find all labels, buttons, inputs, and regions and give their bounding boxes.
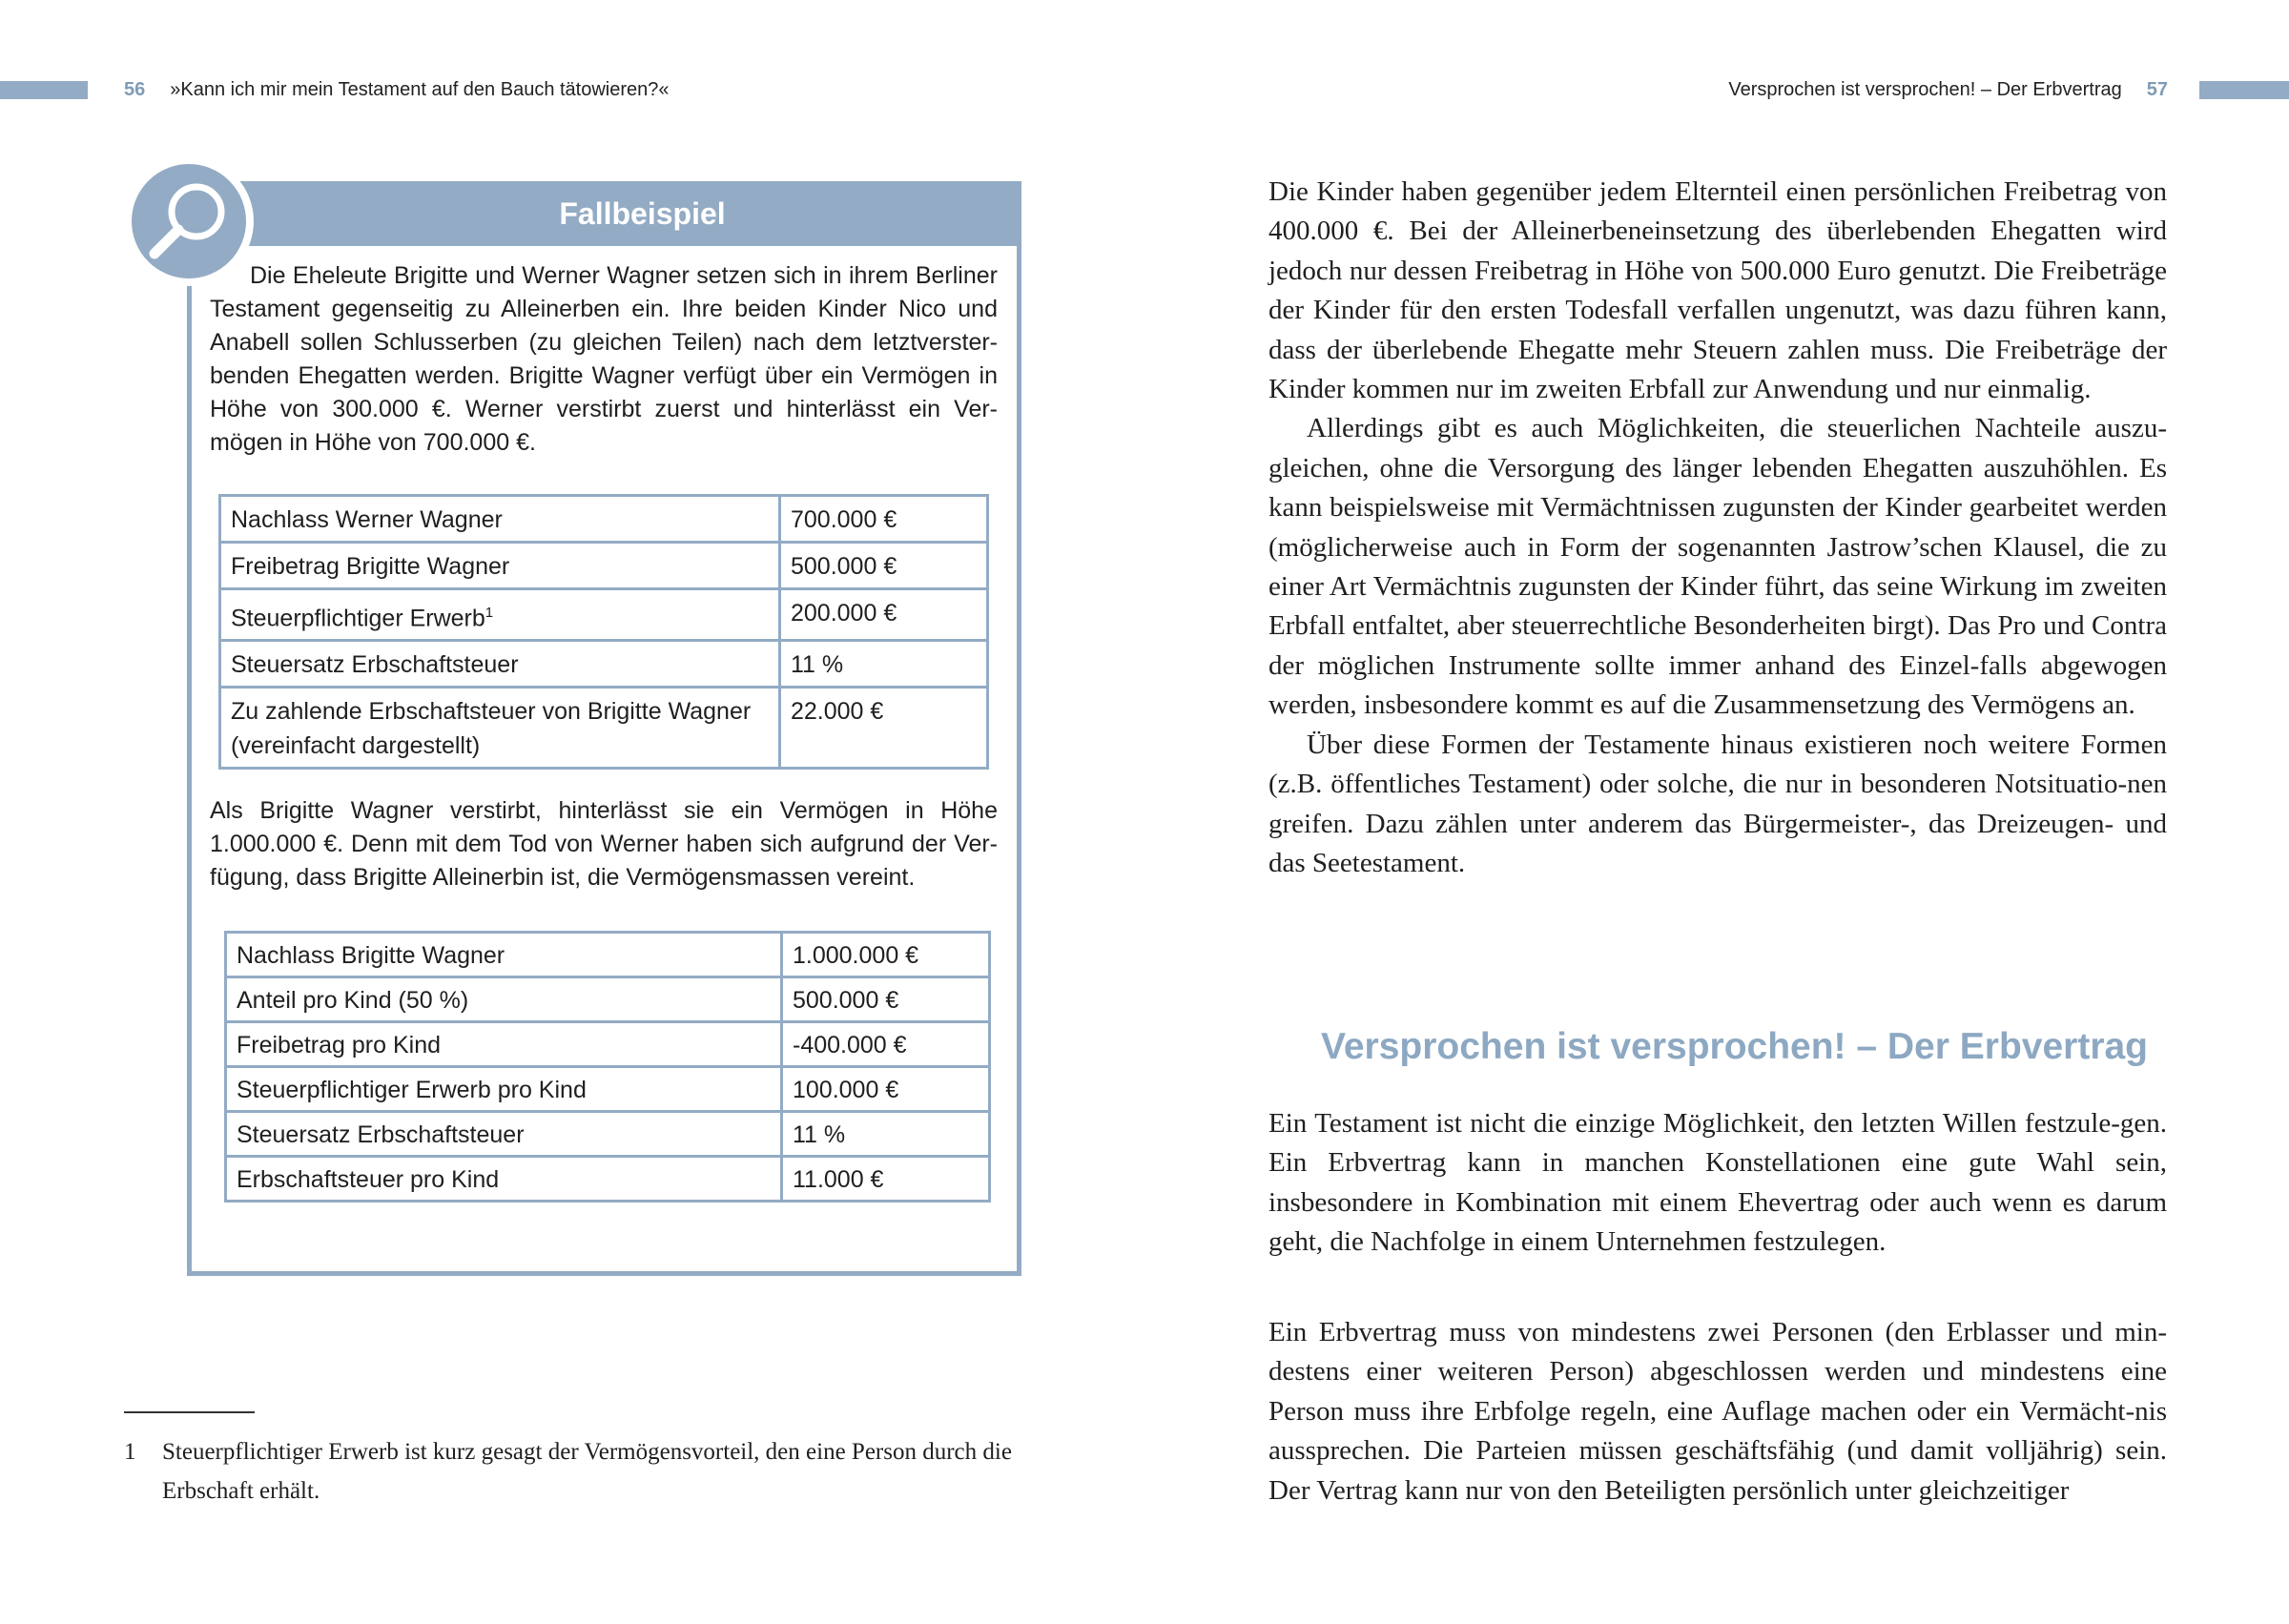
paragraph: Die Kinder haben gegenüber jedem Elternteil einen persönlichen Freibetrag von 400.000 €. Bei der Alleinerbeneinsetzung des überlebenden Ehegatten wird jedoch nur dessen Freibetrag in Höhe von 500.000 Euro genutzt. Die Freibeträge der Kinder für den ersten Todesfall verfallen ungenutzt, was dazu führen kann, dass der überlebende Ehegatte mehr Steuern zahlen muss. Die Freibeträge der Kinder kommen nur im zweiten Erbfall zur Anwendung und nur einmalig. — [1268, 176, 2167, 405]
left-page-number: 56 — [124, 79, 146, 100]
table-cell-value: 22.000 € — [780, 688, 988, 769]
table-cell-value: -400.000 € — [782, 1022, 990, 1067]
table-cell-label: Steuersatz Erbschaftsteuer — [220, 641, 780, 688]
tax-table-second-death — [224, 931, 991, 1203]
right-running-title: Versprochen ist versprochen! – Der Erbvertrag — [1728, 79, 2122, 100]
table-row — [220, 688, 988, 769]
table-cell-label: Nachlass Brigitte Wagner — [226, 933, 782, 977]
table-cell-label: Steuersatz Erbschaftsteuer — [226, 1112, 782, 1157]
table-row — [220, 543, 988, 589]
right-page-body — [1268, 173, 2167, 883]
table-cell-label: Nachlass Werner Wagner — [220, 496, 780, 543]
left-running-head — [124, 76, 670, 103]
table-row — [220, 641, 988, 688]
right-running-head — [1728, 76, 2168, 103]
footnote — [124, 1432, 1030, 1511]
table-cell-label: Erbschaftsteuer pro Kind — [226, 1157, 782, 1202]
paragraph: Ein Testament ist nicht die einzige Möglichkeit, den letzten Willen festzule-gen. Ein Erbvertrag kann in manchen Konstellationen eine gute Wahl sein, insbesondere in Kombination mit einem Ehevertrag oder auch wenn es darum geht, die Nachfolge in einem Unternehmen festzulegen. — [1268, 1108, 2167, 1258]
table-cell-value: 200.000 € — [780, 589, 988, 641]
table-cell-label-line1: Zu zahlende Erbschaftsteuer von Brigitte Wagner — [231, 698, 752, 726]
table-cell-value: 11 % — [780, 641, 988, 688]
table-row — [226, 1067, 990, 1112]
table-row — [226, 1022, 990, 1067]
paragraph: Allerdings gibt es auch Möglichkeiten, die steuerlichen Nachteile auszu-gleichen, ohne die Versorgung des länger lebenden Ehegatten auszuhöhlen. Es kann beispielsweise mit Vermächtnissen zugunsten der Kinder gearbeitet werden (möglicherweise auch in Form der sogenannten Jastrow’schen Klausel, die zu einer Art Vermächtnis zugunsten der Kinder führt, das seine Wirkung im zweiten Erbfall entfaltet, aber steuerrechtliche Besonderheiten birgt). Das Pro und Contra der möglichen Instrumente sollte immer anhand des Einzel-falls abgewogen werden, insbesondere kommt es auf die Zusammensetzung des Vermögens an. — [1268, 413, 2167, 721]
table-cell-label: Anteil pro Kind (50 %) — [226, 977, 782, 1022]
tax-table-first-death — [218, 494, 989, 770]
table-cell-label-text: Steuerpflichtiger Erwerb — [231, 605, 485, 632]
paragraph: Ein Erbvertrag muss von mindestens zwei Personen (den Erblasser und min-destens einer weiteren Person) abgeschlossen werden und mindestens eine Person muss ihre Erbfolge regeln, eine Auflage machen oder ein Vermächt-nis aussprechen. Die Parteien müssen geschäftsfähig (und damit volljährig) sein. Der Vertrag kann nur von den Beteiligten persönlich unter gleichzeitiger — [1268, 1317, 2167, 1506]
table-cell-value: 11 % — [782, 1112, 990, 1157]
table-cell-value: 100.000 € — [782, 1067, 990, 1112]
table-row — [226, 977, 990, 1022]
case-middle-text: Als Brigitte Wagner verstirbt, hinterlässt sie ein Vermögen in Höhe 1.000.000 €. Denn mit dem Tod von Werner haben sich aufgrund der Ver-fügung, dass Brigitte Alleinerbin ist, die Vermögensmassen vereint. — [210, 797, 998, 891]
table-cell-label: Freibetrag Brigitte Wagner — [220, 543, 780, 589]
footnote-text: Steuerpflichtiger Erwerb ist kurz gesagt der Vermögensvorteil, den eine Person durch die Erbschaft erhält. — [162, 1439, 1012, 1504]
table-cell-value: 500.000 € — [780, 543, 988, 589]
table-row — [220, 496, 988, 543]
table-cell-label-line2: (vereinfacht dargestellt) — [231, 732, 481, 760]
case-intro-text: Die Eheleute Brigitte und Werner Wagner setzen sich in ihrem Berliner Testament gegenseitig zu Alleinerben ein. Ihre beiden Kinder Nico und Anabell sollen Schlusserben (zu gleichen Teilen) nach dem letztverster-benden Ehegatten werden. Brigitte Wagner verfügt über ein Vermögen in Höhe von 300.000 €. Werner verstirbt zuerst und hinterlässt ein Ver-mögen in Höhe von 700.000 €. — [210, 262, 998, 456]
section-heading: Versprochen ist versprochen! – Der Erbvertrag — [1321, 1026, 2149, 1067]
table-cell-label — [220, 688, 780, 769]
table-cell-label: Freibetrag pro Kind — [226, 1022, 782, 1067]
table-row — [220, 589, 988, 641]
footnote-rule — [124, 1411, 255, 1413]
right-header-bar — [2199, 81, 2289, 99]
case-box-title: Fallbeispiel — [187, 181, 1021, 246]
table-cell-label: Steuerpflichtiger Erwerb pro Kind — [226, 1067, 782, 1112]
section-body — [1268, 1104, 2167, 1263]
right-page-number: 57 — [2146, 79, 2168, 100]
table-row — [226, 1112, 990, 1157]
table-row — [226, 933, 990, 977]
left-running-title: »Kann ich mir mein Testament auf den Bauch tätowieren?« — [170, 79, 670, 100]
table-cell-value: 1.000.000 € — [782, 933, 990, 977]
footnote-ref: 1 — [485, 605, 494, 621]
paragraph: Über diese Formen der Testamente hinaus existieren noch weitere Formen (z.B. öffentliches Testament) oder solche, die nur in besonderen Notsituatio-nen greifen. Dazu zählen unter anderem das Bürgermeister-, das Dreizeugen- und das Seetestament. — [1268, 729, 2167, 878]
left-header-bar — [0, 81, 88, 99]
table-cell-value: 500.000 € — [782, 977, 990, 1022]
section-body-continued — [1268, 1313, 2167, 1511]
table-cell-label — [220, 589, 780, 641]
table-cell-value: 700.000 € — [780, 496, 988, 543]
table-cell-value: 11.000 € — [782, 1157, 990, 1202]
footnote-number: 1 — [124, 1439, 136, 1465]
table-row — [226, 1157, 990, 1202]
